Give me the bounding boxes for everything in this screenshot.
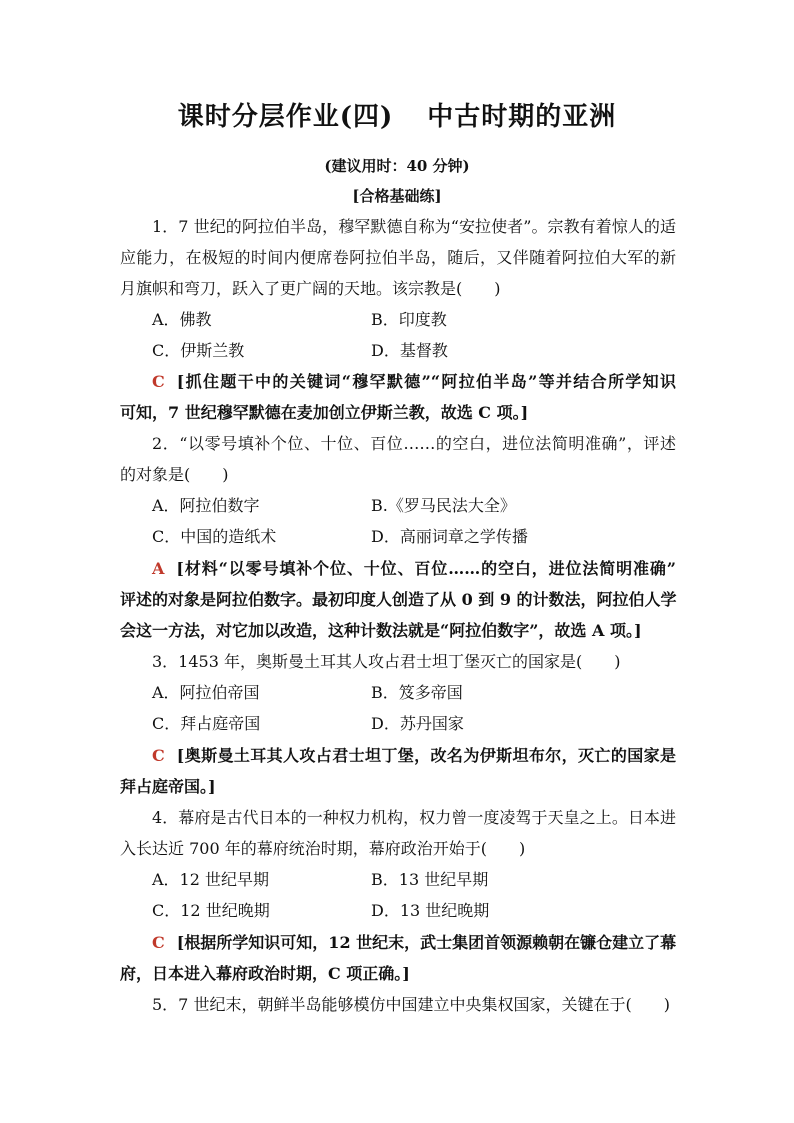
q4-option-c: C．12 世纪晚期 xyxy=(152,901,270,920)
q5-line-1: 5．7 世纪末，朝鲜半岛能够模仿中国建立中央集权国家，关键在于( ) xyxy=(152,995,670,1014)
q3-line-1: 3．1453 年，奥斯曼土耳其人攻占君士坦丁堡灭亡的国家是( ) xyxy=(152,652,621,671)
q2-answer-text-1: [材料“以零号填补个位、十位、百位……的空白，进位法简明准确” xyxy=(176,559,676,578)
title-sub: 中古时期的亚洲 xyxy=(427,102,617,132)
q2-option-c: C．中国的造纸术 xyxy=(152,527,277,546)
q4-answer-line-2: 府，日本进入幕府政治时期，C 项正确。] xyxy=(120,964,410,983)
page-title xyxy=(0,96,794,133)
q2-option-b: B.《罗马民法大全》 xyxy=(371,496,516,515)
q3-option-b: B．笈多帝国 xyxy=(371,683,463,702)
q3-option-a: A．阿拉伯帝国 xyxy=(152,683,260,702)
q2-line-2: 的对象是( ) xyxy=(120,465,229,484)
q1-answer-line-1 xyxy=(152,371,676,393)
q2-option-a: A．阿拉伯数字 xyxy=(152,496,260,515)
q4-option-b: B．13 世纪早期 xyxy=(371,870,489,889)
q4-answer-text-1: [根据所学知识可知，12 世纪末，武士集团首领源赖朝在镰仓建立了幕 xyxy=(176,933,677,952)
q4-line-2: 入长达近 700 年的幕府统治时期，幕府政治开始于( ) xyxy=(120,839,526,858)
q3-option-c: C．拜占庭帝国 xyxy=(152,714,261,733)
q2-answer-line-1 xyxy=(152,558,676,580)
q2-line-1: 2．“以零号填补个位、十位、百位……的空白，进位法简明准确”，评述 xyxy=(152,434,676,453)
time-note: (建议用时：40 分钟) xyxy=(324,157,470,175)
q4-option-d: D．13 世纪晚期 xyxy=(371,901,490,920)
q4-line-1: 4．幕府是古代日本的一种权力机构，权力曾一度凌驾于天皇之上。日本进 xyxy=(152,808,676,827)
q1-option-c: C．伊斯兰教 xyxy=(152,341,245,360)
q3-answer-text-1: [奥斯曼土耳其人攻占君士坦丁堡，改名为伊斯坦布尔，灭亡的国家是 xyxy=(176,746,676,765)
q3-answer-letter: C xyxy=(152,746,165,765)
q1-line-1: 1．7 世纪的阿拉伯半岛，穆罕默德自称为“安拉使者”。宗教有着惊人的适 xyxy=(152,217,676,236)
q2-answer-letter: A xyxy=(152,559,165,578)
q1-answer-line-2: 可知，7 世纪穆罕默德在麦加创立伊斯兰教，故选 C 项。] xyxy=(120,403,529,422)
q3-answer-line-1 xyxy=(152,745,676,767)
q4-option-a: A．12 世纪早期 xyxy=(152,870,270,889)
section-heading: [合格基础练] xyxy=(352,187,442,205)
q3-answer-line-2: 拜占庭帝国。] xyxy=(120,777,216,796)
q1-line-3: 月旗帜和弯刀，跃入了更广阔的天地。该宗教是( ) xyxy=(120,279,501,298)
q3-option-d: D．苏丹国家 xyxy=(371,714,464,733)
title-main: 课时分层作业(四) xyxy=(177,102,394,132)
q1-answer-letter: C xyxy=(152,372,165,391)
q2-answer-line-2: 评述的对象是阿拉伯数字。最初印度人创造了从 0 到 9 的计数法，阿拉伯人学 xyxy=(120,590,677,609)
q2-option-d: D．高丽词章之学传播 xyxy=(371,527,528,546)
q4-answer-line-1 xyxy=(152,932,676,954)
q1-option-a: A．佛教 xyxy=(152,310,212,329)
q1-line-2: 应能力，在极短的时间内便席卷阿拉伯半岛，随后，又伴随着阿拉伯大军的新 xyxy=(120,248,676,267)
q1-option-d: D．基督教 xyxy=(371,341,448,360)
q1-option-b: B．印度教 xyxy=(371,310,447,329)
q2-answer-line-3: 会这一方法，对它加以改造，这种计数法就是“阿拉伯数字”，故选 A 项。] xyxy=(120,621,642,640)
q4-answer-letter: C xyxy=(152,933,165,952)
q1-answer-text-1: [抓住题干中的关键词“穆罕默德”“阿拉伯半岛”等并结合所学知识 xyxy=(176,372,676,391)
